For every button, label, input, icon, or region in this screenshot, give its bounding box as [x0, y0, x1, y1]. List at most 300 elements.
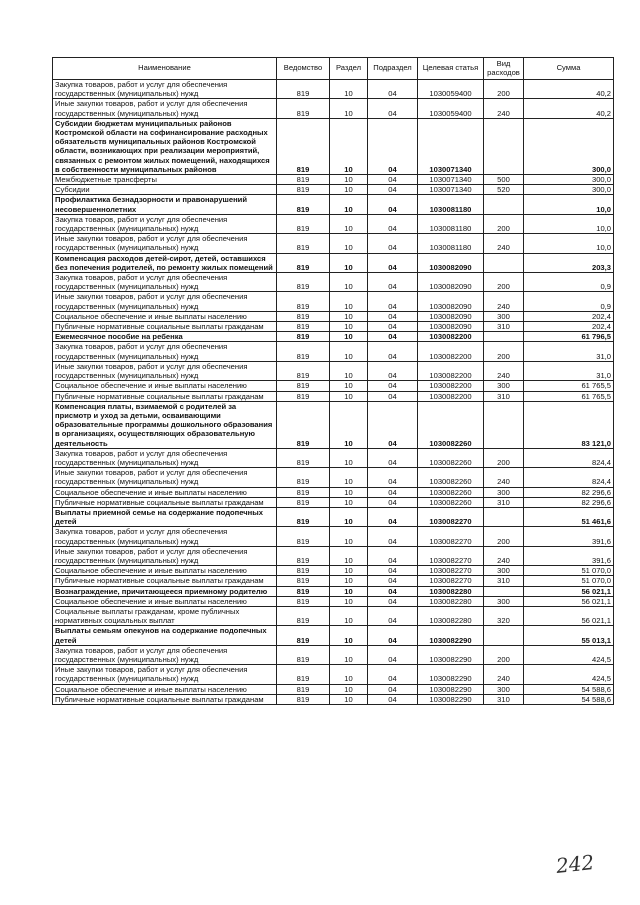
cell-sum: 391,6 [524, 527, 614, 546]
cell-subsection: 04 [368, 468, 418, 487]
cell-section: 10 [330, 195, 368, 214]
cell-subsection: 04 [368, 361, 418, 380]
cell-subsection: 04 [368, 596, 418, 606]
cell-subsection: 04 [368, 273, 418, 292]
table-row [53, 596, 614, 606]
cell-name: Публичные нормативные социальные выплаты гражданам [53, 576, 277, 586]
cell-name: Субсидии [53, 185, 277, 195]
table-row [53, 361, 614, 380]
table-row [53, 626, 614, 645]
cell-subsection: 04 [368, 401, 418, 448]
cell-section: 10 [330, 596, 368, 606]
cell-subsection: 04 [368, 322, 418, 332]
table-row [53, 645, 614, 664]
cell-name: Публичные нормативные социальные выплаты гражданам [53, 497, 277, 507]
cell-dept: 819 [277, 234, 330, 253]
table-body [53, 80, 614, 705]
header-section: Раздел [330, 58, 368, 80]
cell-section: 10 [330, 292, 368, 311]
cell-subsection: 04 [368, 626, 418, 645]
cell-sum: 203,3 [524, 253, 614, 272]
cell-section: 10 [330, 381, 368, 391]
cell-target: 1030081180 [418, 214, 484, 233]
cell-section: 10 [330, 185, 368, 195]
cell-dept: 819 [277, 322, 330, 332]
cell-subsection: 04 [368, 292, 418, 311]
header-name: Наименование [53, 58, 277, 80]
cell-section: 10 [330, 586, 368, 596]
cell-sum: 51 070,0 [524, 576, 614, 586]
table-row [53, 586, 614, 596]
cell-exptype: 200 [484, 342, 524, 361]
cell-section: 10 [330, 684, 368, 694]
cell-name: Межбюджетные трансферты [53, 175, 277, 185]
cell-section: 10 [330, 576, 368, 586]
cell-target: 1030082290 [418, 645, 484, 664]
cell-dept: 819 [277, 694, 330, 704]
cell-target: 1030082280 [418, 596, 484, 606]
budget-table-container [52, 57, 613, 705]
cell-target: 1030082260 [418, 487, 484, 497]
cell-name: Компенсация платы, взимаемой с родителей за присмотр и уход за детьми, осваивающими образовательные программы дошкольного образования в организациях, осуществляющих образовательную деятельность [53, 401, 277, 448]
cell-section: 10 [330, 566, 368, 576]
cell-name: Выплаты приемной семье на содержание подопечных детей [53, 507, 277, 526]
cell-exptype: 200 [484, 80, 524, 99]
table-row [53, 185, 614, 195]
table-row [53, 606, 614, 625]
table-row [53, 391, 614, 401]
cell-subsection: 04 [368, 527, 418, 546]
cell-section: 10 [330, 665, 368, 684]
cell-subsection: 04 [368, 118, 418, 174]
table-row [53, 694, 614, 704]
cell-name: Компенсация расходов детей-сирот, детей, оставшихся без попечения родителей, по ремонту жилых помещений [53, 253, 277, 272]
cell-exptype: 240 [484, 468, 524, 487]
cell-dept: 819 [277, 586, 330, 596]
cell-target: 1030082200 [418, 342, 484, 361]
cell-name: Выплаты семьям опекунов на содержание подопечных детей [53, 626, 277, 645]
cell-target: 1030082280 [418, 606, 484, 625]
cell-sum: 56 021,1 [524, 596, 614, 606]
cell-dept: 819 [277, 273, 330, 292]
cell-section: 10 [330, 175, 368, 185]
cell-section: 10 [330, 546, 368, 565]
cell-sum: 424,5 [524, 665, 614, 684]
cell-exptype: 240 [484, 665, 524, 684]
cell-section: 10 [330, 626, 368, 645]
cell-sum: 56 021,1 [524, 586, 614, 596]
cell-dept: 819 [277, 448, 330, 467]
cell-target: 1030082270 [418, 566, 484, 576]
table-row [53, 311, 614, 321]
cell-dept: 819 [277, 606, 330, 625]
cell-target: 1030081180 [418, 195, 484, 214]
cell-sum: 300,0 [524, 185, 614, 195]
cell-exptype: 240 [484, 234, 524, 253]
cell-target: 1030082090 [418, 253, 484, 272]
cell-target: 1030082260 [418, 497, 484, 507]
table-row [53, 332, 614, 342]
cell-subsection: 04 [368, 487, 418, 497]
cell-name: Публичные нормативные социальные выплаты гражданам [53, 322, 277, 332]
cell-target: 1030082090 [418, 273, 484, 292]
cell-exptype [484, 118, 524, 174]
cell-section: 10 [330, 645, 368, 664]
cell-name: Иные закупки товаров, работ и услуг для обеспечения государственных (муниципальных) нужд [53, 234, 277, 253]
cell-name: Иные закупки товаров, работ и услуг для обеспечения государственных (муниципальных) нужд [53, 665, 277, 684]
cell-dept: 819 [277, 626, 330, 645]
cell-name: Закупка товаров, работ и услуг для обеспечения государственных (муниципальных) нужд [53, 342, 277, 361]
table-row [53, 497, 614, 507]
table-row [53, 507, 614, 526]
cell-target: 1030059400 [418, 99, 484, 118]
cell-target: 1030071340 [418, 118, 484, 174]
cell-exptype: 300 [484, 566, 524, 576]
table-row [53, 99, 614, 118]
cell-target: 1030082260 [418, 401, 484, 448]
cell-section: 10 [330, 487, 368, 497]
table-row [53, 322, 614, 332]
cell-subsection: 04 [368, 684, 418, 694]
cell-subsection: 04 [368, 645, 418, 664]
cell-dept: 819 [277, 507, 330, 526]
cell-subsection: 04 [368, 332, 418, 342]
cell-section: 10 [330, 234, 368, 253]
cell-name: Закупка товаров, работ и услуг для обеспечения государственных (муниципальных) нужд [53, 527, 277, 546]
table-row [53, 214, 614, 233]
cell-dept: 819 [277, 311, 330, 321]
cell-subsection: 04 [368, 507, 418, 526]
cell-dept: 819 [277, 645, 330, 664]
cell-exptype: 200 [484, 527, 524, 546]
cell-subsection: 04 [368, 546, 418, 565]
cell-sum: 0,9 [524, 292, 614, 311]
cell-subsection: 04 [368, 497, 418, 507]
table-row [53, 468, 614, 487]
cell-sum: 31,0 [524, 361, 614, 380]
cell-sum: 202,4 [524, 322, 614, 332]
cell-dept: 819 [277, 665, 330, 684]
cell-section: 10 [330, 507, 368, 526]
cell-sum: 51 070,0 [524, 566, 614, 576]
cell-sum: 56 021,1 [524, 606, 614, 625]
cell-sum: 424,5 [524, 645, 614, 664]
cell-exptype: 240 [484, 292, 524, 311]
cell-section: 10 [330, 311, 368, 321]
cell-exptype: 310 [484, 391, 524, 401]
cell-target: 1030082270 [418, 527, 484, 546]
cell-sum: 54 588,6 [524, 684, 614, 694]
cell-sum: 10,0 [524, 195, 614, 214]
cell-target: 1030059400 [418, 80, 484, 99]
cell-exptype: 300 [484, 311, 524, 321]
cell-target: 1030082270 [418, 507, 484, 526]
table-row [53, 175, 614, 185]
cell-target: 1030082260 [418, 468, 484, 487]
table-row [53, 253, 614, 272]
cell-sum: 300,0 [524, 118, 614, 174]
cell-exptype: 200 [484, 448, 524, 467]
cell-sum: 300,0 [524, 175, 614, 185]
cell-exptype: 320 [484, 606, 524, 625]
table-row [53, 273, 614, 292]
cell-subsection: 04 [368, 80, 418, 99]
cell-subsection: 04 [368, 195, 418, 214]
cell-name: Закупка товаров, работ и услуг для обеспечения государственных (муниципальных) нужд [53, 645, 277, 664]
cell-name: Профилактика безнадзорности и правонарушений несовершеннолетних [53, 195, 277, 214]
cell-subsection: 04 [368, 253, 418, 272]
cell-name: Социальные выплаты гражданам, кроме публичных нормативных социальных выплат [53, 606, 277, 625]
cell-section: 10 [330, 468, 368, 487]
cell-subsection: 04 [368, 665, 418, 684]
cell-target: 1030071340 [418, 185, 484, 195]
cell-name: Социальное обеспечение и иные выплаты населению [53, 381, 277, 391]
cell-target: 1030082090 [418, 311, 484, 321]
cell-dept: 819 [277, 361, 330, 380]
cell-section: 10 [330, 606, 368, 625]
cell-sum: 40,2 [524, 80, 614, 99]
header-sum: Сумма [524, 58, 614, 80]
cell-exptype [484, 401, 524, 448]
cell-exptype: 310 [484, 322, 524, 332]
cell-section: 10 [330, 99, 368, 118]
cell-dept: 819 [277, 332, 330, 342]
table-header-row [53, 58, 614, 80]
cell-name: Социальное обеспечение и иные выплаты населению [53, 566, 277, 576]
table-row [53, 234, 614, 253]
cell-target: 1030082290 [418, 665, 484, 684]
cell-dept: 819 [277, 175, 330, 185]
cell-section: 10 [330, 527, 368, 546]
table-row [53, 665, 614, 684]
cell-sum: 51 461,6 [524, 507, 614, 526]
cell-name: Публичные нормативные социальные выплаты гражданам [53, 391, 277, 401]
cell-name: Социальное обеспечение и иные выплаты населению [53, 311, 277, 321]
table-row [53, 527, 614, 546]
cell-name: Закупка товаров, работ и услуг для обеспечения государственных (муниципальных) нужд [53, 214, 277, 233]
cell-sum: 10,0 [524, 234, 614, 253]
table-row [53, 342, 614, 361]
cell-exptype: 520 [484, 185, 524, 195]
cell-target: 1030082280 [418, 586, 484, 596]
cell-name: Ежемесячное пособие на ребенка [53, 332, 277, 342]
cell-exptype: 310 [484, 497, 524, 507]
cell-dept: 819 [277, 80, 330, 99]
cell-exptype: 200 [484, 214, 524, 233]
cell-dept: 819 [277, 391, 330, 401]
table-row [53, 684, 614, 694]
cell-target: 1030082270 [418, 576, 484, 586]
cell-exptype: 240 [484, 361, 524, 380]
cell-name: Иные закупки товаров, работ и услуг для обеспечения государственных (муниципальных) нужд [53, 546, 277, 565]
cell-target: 1030082290 [418, 694, 484, 704]
cell-dept: 819 [277, 684, 330, 694]
cell-section: 10 [330, 273, 368, 292]
cell-sum: 54 588,6 [524, 694, 614, 704]
cell-name: Вознаграждение, причитающееся приемному родителю [53, 586, 277, 596]
cell-exptype: 310 [484, 694, 524, 704]
cell-name: Публичные нормативные социальные выплаты гражданам [53, 694, 277, 704]
cell-target: 1030082200 [418, 361, 484, 380]
cell-dept: 819 [277, 342, 330, 361]
cell-subsection: 04 [368, 185, 418, 195]
cell-exptype: 300 [484, 381, 524, 391]
cell-section: 10 [330, 214, 368, 233]
cell-section: 10 [330, 80, 368, 99]
cell-sum: 82 296,6 [524, 487, 614, 497]
cell-sum: 83 121,0 [524, 401, 614, 448]
cell-subsection: 04 [368, 175, 418, 185]
cell-dept: 819 [277, 576, 330, 586]
cell-dept: 819 [277, 497, 330, 507]
cell-target: 1030082200 [418, 381, 484, 391]
cell-dept: 819 [277, 468, 330, 487]
cell-name: Социальное обеспечение и иные выплаты населению [53, 487, 277, 497]
cell-name: Закупка товаров, работ и услуг для обеспечения государственных (муниципальных) нужд [53, 80, 277, 99]
cell-name: Субсидии бюджетам муниципальных районов Костромской области на софинансирование расходных обязательств муниципальных районов Костромской области, возникающих при реализации мероприятий, связанных с ремонтом жилых помещений, находящихся в собственности муниципальных районов [53, 118, 277, 174]
cell-dept: 819 [277, 381, 330, 391]
cell-name: Закупка товаров, работ и услуг для обеспечения государственных (муниципальных) нужд [53, 448, 277, 467]
table-row [53, 487, 614, 497]
cell-exptype: 310 [484, 576, 524, 586]
cell-section: 10 [330, 694, 368, 704]
cell-subsection: 04 [368, 606, 418, 625]
cell-dept: 819 [277, 185, 330, 195]
cell-exptype: 200 [484, 645, 524, 664]
cell-subsection: 04 [368, 586, 418, 596]
cell-section: 10 [330, 497, 368, 507]
cell-exptype: 500 [484, 175, 524, 185]
cell-exptype [484, 195, 524, 214]
cell-sum: 82 296,6 [524, 497, 614, 507]
cell-subsection: 04 [368, 234, 418, 253]
cell-section: 10 [330, 401, 368, 448]
cell-exptype [484, 507, 524, 526]
cell-sum: 824,4 [524, 468, 614, 487]
cell-exptype: 240 [484, 546, 524, 565]
table-row [53, 546, 614, 565]
cell-subsection: 04 [368, 214, 418, 233]
cell-dept: 819 [277, 596, 330, 606]
cell-exptype [484, 253, 524, 272]
cell-subsection: 04 [368, 566, 418, 576]
cell-subsection: 04 [368, 448, 418, 467]
cell-subsection: 04 [368, 99, 418, 118]
cell-exptype: 240 [484, 99, 524, 118]
table-row [53, 576, 614, 586]
cell-sum: 202,4 [524, 311, 614, 321]
cell-sum: 824,4 [524, 448, 614, 467]
cell-dept: 819 [277, 99, 330, 118]
cell-name: Иные закупки товаров, работ и услуг для обеспечения государственных (муниципальных) нужд [53, 361, 277, 380]
cell-sum: 31,0 [524, 342, 614, 361]
cell-section: 10 [330, 448, 368, 467]
cell-exptype: 300 [484, 596, 524, 606]
cell-section: 10 [330, 342, 368, 361]
cell-name: Социальное обеспечение и иные выплаты населению [53, 596, 277, 606]
table-row [53, 448, 614, 467]
cell-section: 10 [330, 253, 368, 272]
cell-target: 1030071340 [418, 175, 484, 185]
cell-sum: 0,9 [524, 273, 614, 292]
cell-dept: 819 [277, 546, 330, 565]
cell-subsection: 04 [368, 576, 418, 586]
cell-target: 1030082270 [418, 546, 484, 565]
cell-subsection: 04 [368, 311, 418, 321]
cell-dept: 819 [277, 118, 330, 174]
cell-target: 1030082290 [418, 684, 484, 694]
cell-subsection: 04 [368, 694, 418, 704]
cell-sum: 10,0 [524, 214, 614, 233]
cell-dept: 819 [277, 527, 330, 546]
cell-target: 1030082200 [418, 391, 484, 401]
cell-dept: 819 [277, 253, 330, 272]
table-row [53, 401, 614, 448]
cell-exptype [484, 626, 524, 645]
cell-sum: 391,6 [524, 546, 614, 565]
budget-table [52, 57, 614, 705]
cell-target: 1030082260 [418, 448, 484, 467]
cell-target: 1030081180 [418, 234, 484, 253]
cell-sum: 61 765,5 [524, 391, 614, 401]
cell-exptype [484, 586, 524, 596]
header-dept: Ведомство [277, 58, 330, 80]
cell-dept: 819 [277, 214, 330, 233]
cell-dept: 819 [277, 487, 330, 497]
cell-sum: 61 765,5 [524, 381, 614, 391]
header-exptype: Вид расходов [484, 58, 524, 80]
cell-section: 10 [330, 332, 368, 342]
cell-dept: 819 [277, 292, 330, 311]
table-row [53, 195, 614, 214]
cell-dept: 819 [277, 566, 330, 576]
cell-section: 10 [330, 322, 368, 332]
cell-dept: 819 [277, 401, 330, 448]
table-row [53, 381, 614, 391]
cell-target: 1030082290 [418, 626, 484, 645]
cell-sum: 61 796,5 [524, 332, 614, 342]
cell-target: 1030082200 [418, 332, 484, 342]
cell-subsection: 04 [368, 381, 418, 391]
cell-section: 10 [330, 118, 368, 174]
handwritten-page-number: 242 [554, 850, 596, 878]
header-subsection: Подраздел [368, 58, 418, 80]
cell-name: Закупка товаров, работ и услуг для обеспечения государственных (муниципальных) нужд [53, 273, 277, 292]
table-row [53, 118, 614, 174]
header-target: Целевая статья [418, 58, 484, 80]
cell-subsection: 04 [368, 391, 418, 401]
table-row [53, 80, 614, 99]
cell-dept: 819 [277, 195, 330, 214]
cell-exptype: 300 [484, 487, 524, 497]
table-row [53, 566, 614, 576]
cell-exptype: 200 [484, 273, 524, 292]
cell-name: Иные закупки товаров, работ и услуг для обеспечения государственных (муниципальных) нужд [53, 468, 277, 487]
cell-target: 1030082090 [418, 292, 484, 311]
cell-section: 10 [330, 391, 368, 401]
cell-section: 10 [330, 361, 368, 380]
table-row [53, 292, 614, 311]
cell-name: Иные закупки товаров, работ и услуг для обеспечения государственных (муниципальных) нужд [53, 292, 277, 311]
cell-target: 1030082090 [418, 322, 484, 332]
cell-name: Социальное обеспечение и иные выплаты населению [53, 684, 277, 694]
cell-name: Иные закупки товаров, работ и услуг для обеспечения государственных (муниципальных) нужд [53, 99, 277, 118]
cell-sum: 40,2 [524, 99, 614, 118]
cell-exptype [484, 332, 524, 342]
cell-sum: 55 013,1 [524, 626, 614, 645]
cell-exptype: 300 [484, 684, 524, 694]
cell-subsection: 04 [368, 342, 418, 361]
